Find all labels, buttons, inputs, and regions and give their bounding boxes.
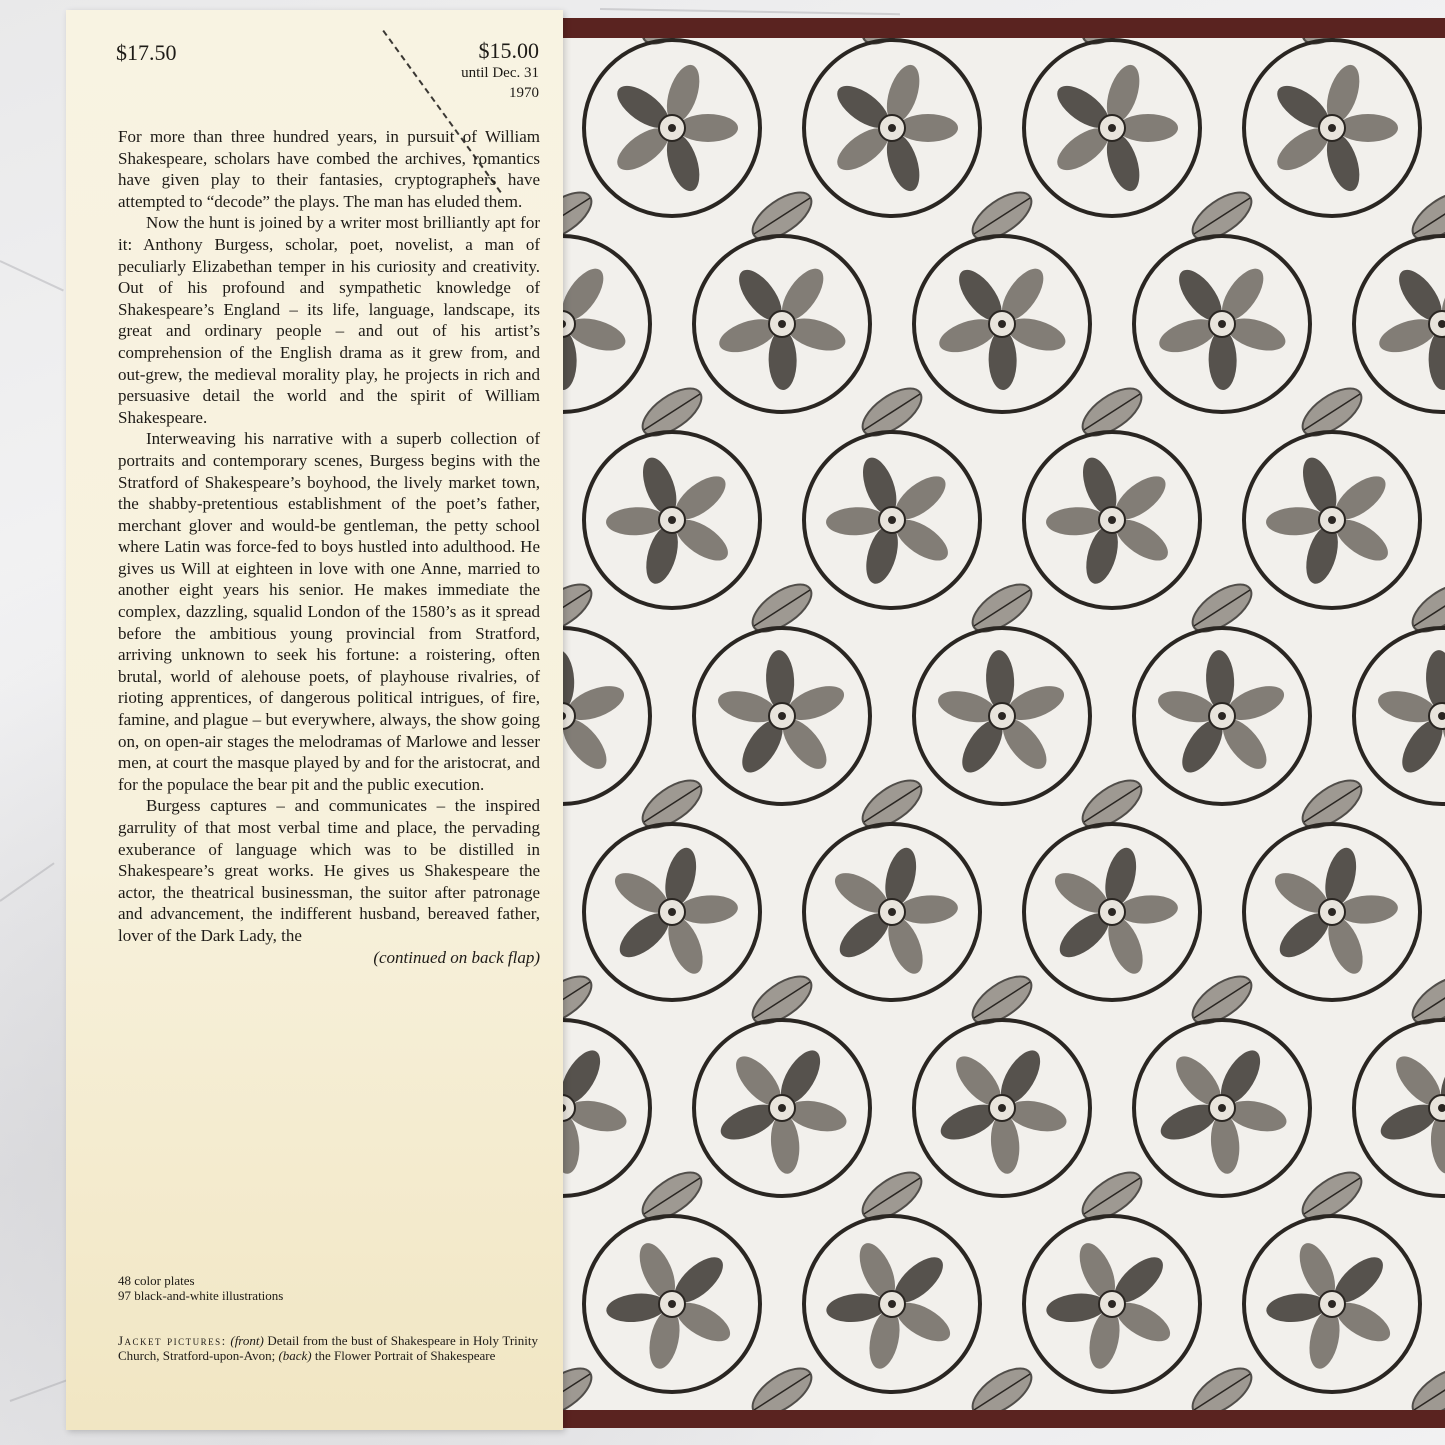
sale-year: 1970 — [509, 85, 539, 101]
embroidered-pattern-panel — [562, 38, 1445, 1410]
jacket-flap — [66, 10, 563, 1430]
paragraph: Interweaving his narrative with a superb collection of portraits and contemporary scenes, Burgess begins with the Stratford of Shakespeare’s boyhood, the lively market town, the shabby-pretentious establishment of the poet’s father, merchant glover and would-be gentleman, the petty school where Latin was force-fed to boys hustled into adulthood. He gives us Will at eighteen in love with one Anne, married to another eight years his senior. He makes immediate the complex, dazzling, squalid London of the 1580’s as it spread before the ambitious young provincial from Stratford, arriving unknown to seek his fortune: a roistering, often brutal, world of alehouse poets, of playhouse rivalries, of rioting apprentices, of dangerous political intrigues, of fire, famine, and plague – but everywhere, always, the show going on, on open-air stages the melodramas of Marlowe and lesser men, at court the masque played by and for the aristocrat, and for the populace the bear pit and the public execution. — [118, 429, 540, 794]
back-tag: (back) — [278, 1348, 312, 1363]
jacket-pictures-credit — [118, 1333, 538, 1363]
marble-vein — [600, 8, 900, 15]
marble-vein — [0, 862, 55, 901]
paragraph: Now the hunt is joined by a writer most brilliantly apt for it: Anthony Burgess, scholar, poet, novelist, a man of peculiarly Elizabethan temper in his curiosity and creativity. Out of his profound and sympathetic knowledge of Shakespeare’s England – its life, language, landscape, its great and ordinary people – and out of his artist’s comprehension of the English drama as it grew from, and out-grew, the medieval morality play, he projects in rich and persuasive detail the world and the spirit of William Shakespeare. — [118, 213, 540, 427]
continued-note: (continued on back flap) — [373, 947, 540, 967]
bw-illustrations: 97 black-and-white illustrations — [118, 1288, 284, 1303]
sale-price-block — [461, 40, 539, 102]
marble-vein — [10, 1380, 67, 1402]
back-text: the Flower Portrait of Shakespeare — [314, 1348, 496, 1363]
marble-vein — [0, 260, 64, 291]
sale-until: until Dec. 31 — [461, 65, 539, 81]
floral-embroidery-pattern — [562, 38, 1445, 1410]
paragraph: Burgess captures – and communicates – the inspired garrulity of that most verbal time and place, the pervading exuberance of language which was to be distilled in Shakespeare’s great works. He gives us Shakespeare the actor, the theatrical businessman, the suitor after patronage and advancement, the indifferent husband, bereaved father, lover of the Dark Lady, the — [118, 796, 540, 945]
color-plates: 48 color plates — [118, 1273, 195, 1288]
front-text: Detail from the bust of Shakespeare in Holy Trinity Church, Stratford-upon-Avon; — [118, 1333, 539, 1363]
front-tag: (front) — [230, 1333, 264, 1348]
flap-description — [118, 126, 540, 968]
original-price: $17.50 — [116, 40, 177, 65]
sale-price: $15.00 — [478, 38, 539, 63]
illustration-counts — [118, 1273, 283, 1303]
jacket-label: Jacket pictures: — [118, 1333, 227, 1348]
paragraph: For more than three hundred years, in pursuit of William Shakespeare, scholars have combed the archives, romantics have given play to their fantasies, cryptographers have attempted to “decode” the plays. The man has eluded them. — [118, 127, 540, 211]
